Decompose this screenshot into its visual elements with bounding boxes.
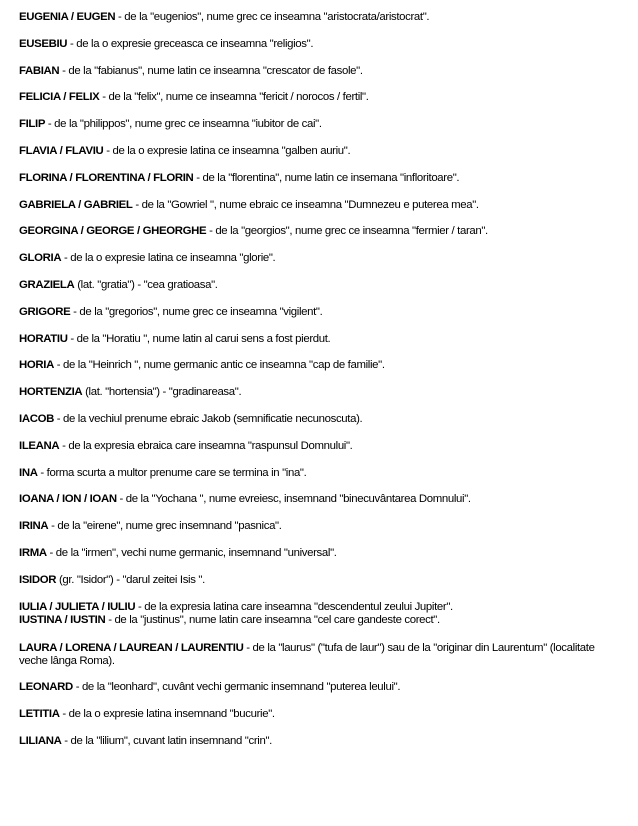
entry-name: EUSEBIU xyxy=(19,37,68,50)
entry-description: (lat. "hortensia") - "gradinareasa". xyxy=(82,386,242,399)
entry-name: ISIDOR xyxy=(19,573,57,586)
entry-name: FELICIA / FELIX xyxy=(19,91,100,104)
entry-name: FLAVIA / FLAVIU xyxy=(19,144,104,157)
entry-description: - de la o expresie greceasca ce inseamna "religios". xyxy=(67,37,314,50)
entry-name: LAURA / LORENA / LAUREAN / LAURENTIU xyxy=(19,641,244,654)
list-item xyxy=(19,38,619,51)
list-item xyxy=(19,91,619,104)
entry-description: - de la "Yochana ", nume evreiesc, insemnand "binecuvântarea Domnului". xyxy=(116,493,471,506)
entry-name: LILIANA xyxy=(19,734,62,747)
list-item xyxy=(19,118,619,131)
entry-description: - de la "eugenios", nume grec ce inseamna "aristocrata/aristocrat". xyxy=(115,11,430,23)
list-item xyxy=(19,333,619,346)
entry-description: - de la "fabianus", nume latin ce inseamna "crescator de fasole". xyxy=(59,64,363,77)
entry-description: - de la "eirene", nume grec insemnand "pasnica". xyxy=(48,520,282,533)
list-item xyxy=(19,413,619,426)
list-item xyxy=(19,642,619,668)
entry-description: - de la o expresie latina ce inseamna "galben auriu". xyxy=(103,144,351,157)
entry-name: IULIA / JULIETA / IULIU xyxy=(19,600,136,613)
entry-description: - de la expresia latina care inseamna "descendentul zeului Jupiter". xyxy=(135,600,453,613)
entry-description: (lat. "gratia") - "cea gratioasa". xyxy=(74,278,218,291)
entry-description: - de la "justinus", nume latin care inseamna "cel care gandeste corect". xyxy=(105,613,440,626)
entry-description: - de la "Heinrich ", nume germanic antic ce inseamna "cap de familie". xyxy=(53,359,385,372)
entry-name: IRINA xyxy=(19,520,49,533)
entry-description: - de la "Gowriel ", nume ebraic ce inseamna "Dumnezeu e puterea mea". xyxy=(132,198,479,211)
list-item xyxy=(19,359,619,372)
entry-name: ILEANA xyxy=(19,439,60,452)
entry-description: - de la "florentina", nume latin ce insemana "infloritoare". xyxy=(193,171,460,184)
list-item xyxy=(19,681,619,694)
entry-name: EUGENIA / EUGEN xyxy=(19,11,116,23)
entry-name: GEORGINA / GEORGE / GHEORGHE xyxy=(19,225,207,238)
entry-description: - forma scurta a multor prenume care se termina in "ina". xyxy=(37,466,307,479)
entry-name: HORATIU xyxy=(19,332,68,345)
entry-description: - de la "leonhard", cuvânt vechi germanic insemnand "puterea leului". xyxy=(72,681,401,694)
entry-name: LEONARD xyxy=(19,681,73,694)
entry-name: LETITIA xyxy=(19,708,60,721)
list-item xyxy=(19,172,619,185)
entry-name: FABIAN xyxy=(19,64,60,77)
list-item xyxy=(19,735,619,748)
list-item xyxy=(19,252,619,265)
entry-name: GRIGORE xyxy=(19,305,71,318)
list-item xyxy=(19,65,619,78)
list-item xyxy=(19,547,619,560)
list-item xyxy=(19,306,619,319)
entry-name: IOANA / ION / IOAN xyxy=(19,493,117,506)
list-item xyxy=(19,708,619,721)
entry-description: - de la "felix", nume ce inseamna "fericit / norocos / fertil". xyxy=(99,91,369,104)
entry-name: GLORIA xyxy=(19,252,62,265)
list-item xyxy=(19,467,619,480)
list-item xyxy=(19,199,619,212)
entry-name: FILIP xyxy=(19,118,46,131)
list-item xyxy=(19,601,619,614)
entry-description: - de la "philippos", nume grec ce inseamna "iubitor de cai". xyxy=(45,118,322,131)
entry-description: - de la "lilium", cuvant latin insemnand "crin". xyxy=(61,734,272,747)
entry-description: - de la "irmen", vechi nume germanic, insemnand "universal". xyxy=(46,546,337,559)
entry-name: FLORINA / FLORENTINA / FLORIN xyxy=(19,171,194,184)
name-list xyxy=(19,0,619,748)
entry-description: - de la vechiul prenume ebraic Jakob (semnificatie necunoscuta). xyxy=(53,412,363,425)
list-item xyxy=(19,386,619,399)
entry-name: GABRIELA / GABRIEL xyxy=(19,198,133,211)
entry-description: - de la "Horatiu ", nume latin al carui sens a fost pierdut. xyxy=(67,332,331,345)
entry-name: HORTENZIA xyxy=(19,386,83,399)
entry-description: - de la "georgios", nume grec ce inseamna "fermier / taran". xyxy=(206,225,488,238)
entry-name: IRMA xyxy=(19,546,47,559)
list-item xyxy=(19,520,619,533)
entry-description: - de la "laurus" ("tufa de laur") sau de la "originar din Laurentum" (localitate veche lânga Roma). xyxy=(19,641,595,667)
list-item xyxy=(19,225,619,238)
list-item xyxy=(19,493,619,506)
entry-name: GRAZIELA xyxy=(19,278,75,291)
list-item xyxy=(19,11,619,24)
entry-description: - de la "gregorios", nume grec ce inseamna "vigilent". xyxy=(70,305,323,318)
list-item xyxy=(19,574,619,587)
entry-name: INA xyxy=(19,466,38,479)
entry-description: (gr. "Isidor") - "darul zeitei Isis ". xyxy=(56,573,205,586)
entry-description: - de la o expresie latina insemnand "bucurie". xyxy=(59,708,275,721)
list-item xyxy=(19,279,619,292)
list-item xyxy=(19,440,619,453)
entry-name: IACOB xyxy=(19,412,54,425)
list-item xyxy=(19,614,619,627)
entry-name: HORIA xyxy=(19,359,54,372)
entry-description: - de la o expresie latina ce inseamna "glorie". xyxy=(61,252,276,265)
entry-name: IUSTINA / IUSTIN xyxy=(19,613,106,626)
entry-description: - de la expresia ebraica care inseamna "raspunsul Domnului". xyxy=(59,439,353,452)
list-item xyxy=(19,145,619,158)
